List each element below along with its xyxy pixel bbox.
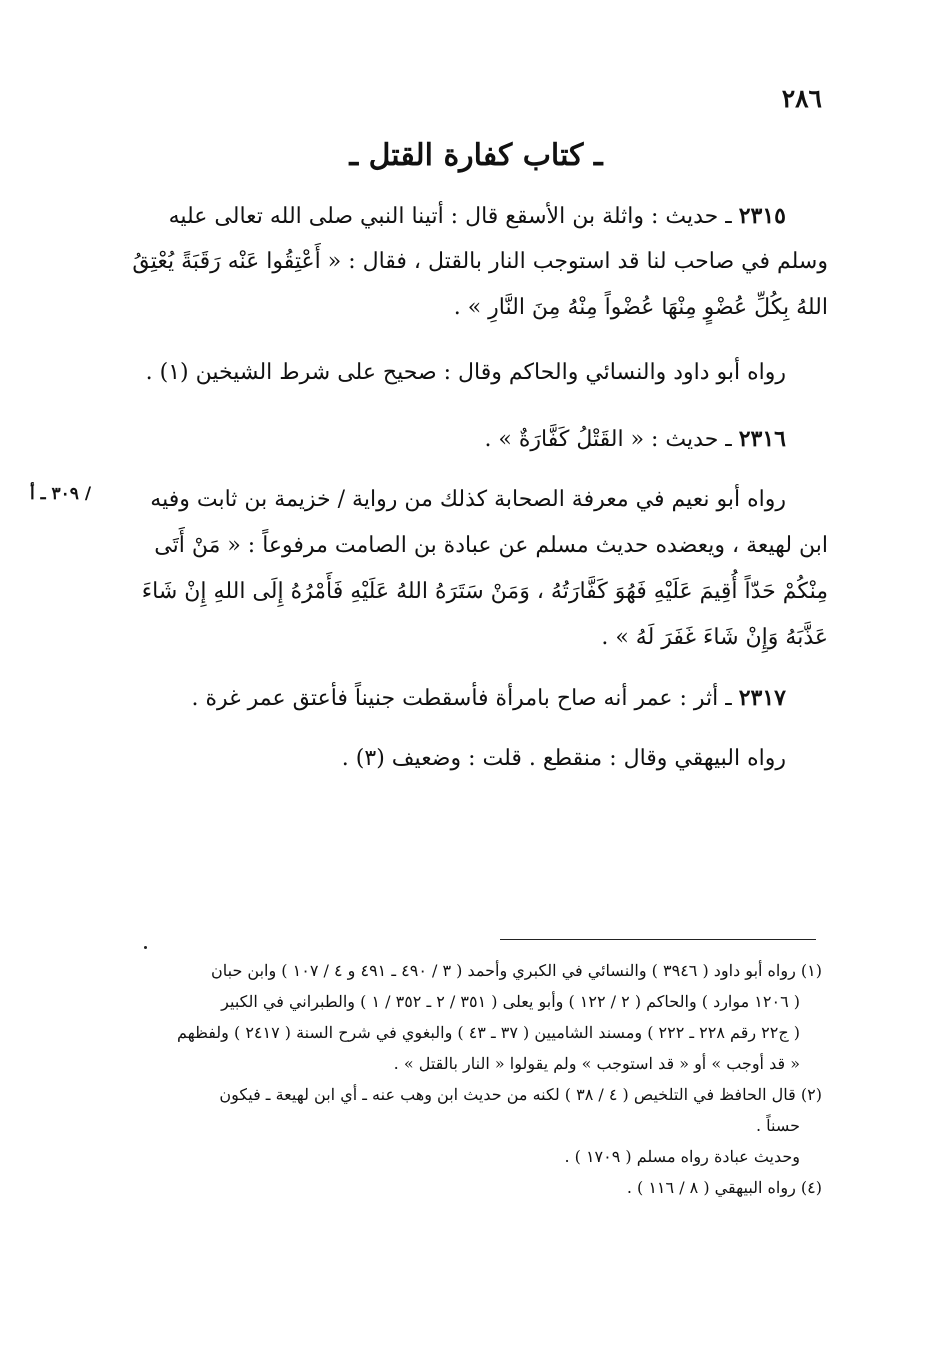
athar-text: ـ أثر : عمر أنه صاح بامرأة فأسقطت جنيناً فأعتق عمر غرة . (191, 686, 732, 711)
athar-line (122, 675, 828, 721)
hadith-number: ٢٣١٥ (738, 203, 786, 229)
footnotes (122, 955, 822, 1203)
athar-2317 (122, 675, 828, 721)
narration-line: رواه أبو داود والنسائي والحاكم وقال : صحيح على شرط الشيخين (١) . (145, 360, 786, 385)
footnote-1-line: « قد أوجب » أو « قد استوجب » ولم يقولوا « النار بالقتل » . (393, 1054, 800, 1073)
narration-2315 (122, 350, 828, 396)
hadith-text: ـ حديث : واثلة بن الأسقع قال : أتينا النبي صلى الله تعالى عليه (168, 204, 732, 229)
hadith-line (122, 416, 828, 462)
narration-line: رواه أبو نعيم في معرفة الصحابة كذلك من رواية / خزيمة بن ثابت وفيه (150, 487, 786, 512)
footnote-4: (٤) رواه البيهقي ( ٨ / ١١٦ ) . (626, 1178, 822, 1197)
manuscript-folio-marker: / ٣٠٩ ـ أ (30, 484, 92, 504)
footnote-separator (500, 939, 816, 940)
footnote-2-line: وحديث عبادة رواه مسلم ( ١٧٠٩ ) . (564, 1147, 800, 1166)
hadith-2315 (122, 193, 828, 331)
narration-line: رواه البيهقي وقال : منقطع . قلت : وضعيف (٣) . (341, 746, 786, 771)
footnote-1: (١) رواه أبو داود ( ٣٩٤٦ ) والنسائي في الكبري وأحمد ( ٣ / ٤٩٠ ـ ٤٩١ و ٤ / ١٠٧ ) وابن حبان (210, 961, 822, 980)
ink-speck (144, 946, 147, 949)
narration-line: عَذَّبَهُ وَإِنْ شَاءَ غَفَرَ لَهُ » . (601, 625, 828, 650)
narration-line: ابن لهيعة ، ويعضده حديث مسلم عن عبادة بن الصامت مرفوعاً : « مَنْ أَتَى (154, 533, 828, 558)
hadith-line: اللهُ بِكُلِّ عُضْوٍ مِنْهَا عُضْواً مِنْهُ مِنَ النَّارِ » . (453, 295, 828, 320)
narration-line: مِنْكُمْ حَدّاً أُقِيمَ عَلَيْهِ فَهُوَ كَفَّارَتُهُ ، وَمَنْ سَتَرَهُ اللهُ عَلَيْهِ فَأَمْرُهُ إِلَى اللهِ إِنْ شَاءَ (141, 579, 828, 604)
footnote-2: (٢) قال الحافظ في التلخيص ( ٤ / ٣٨ ) لكنه من حديث ابن وهب عنه ـ أي ابن لهيعة ـ فيكون (219, 1085, 822, 1104)
hadith-line: وسلم في صاحب لنا قد استوجب النار بالقتل ، فقال : « أَعْتِقُوا عَنْه رَقَبَةً يُعْتِقُ (132, 249, 828, 274)
footnote-2-line: حسناً . (755, 1116, 800, 1135)
footnote-1-line: ( ١٢٠٦ موارد ) والحاكم ( ٢ / ١٢٢ ) وأبو يعلى ( ٣٥١ / ٢ ـ ٣٥٢ / ١ ) والطبراني في الكبير (221, 992, 800, 1011)
page-number: ٢٨٦ (781, 84, 822, 113)
hadith-2316 (122, 416, 828, 462)
chapter-title: ـ كتاب كفارة القتل ـ (349, 138, 603, 173)
narration-2316 (122, 477, 828, 661)
footnote-1-line: ( ج٢٢ رقم ٢٢٨ ـ ٢٢٢ ) ومسند الشاميين ( ٣٧ ـ ٤٣ ) والبغوي في شرح السنة ( ٢٤١٧ ) ولفظهم (177, 1023, 800, 1042)
hadith-text: ـ حديث : « القَتْلُ كَفَّارَةٌ » . (484, 427, 732, 452)
hadith-number: ٢٣١٦ (738, 426, 786, 452)
narration-2317 (122, 736, 828, 782)
hadith-number: ٢٣١٧ (738, 685, 786, 711)
hadith-line (122, 193, 828, 239)
